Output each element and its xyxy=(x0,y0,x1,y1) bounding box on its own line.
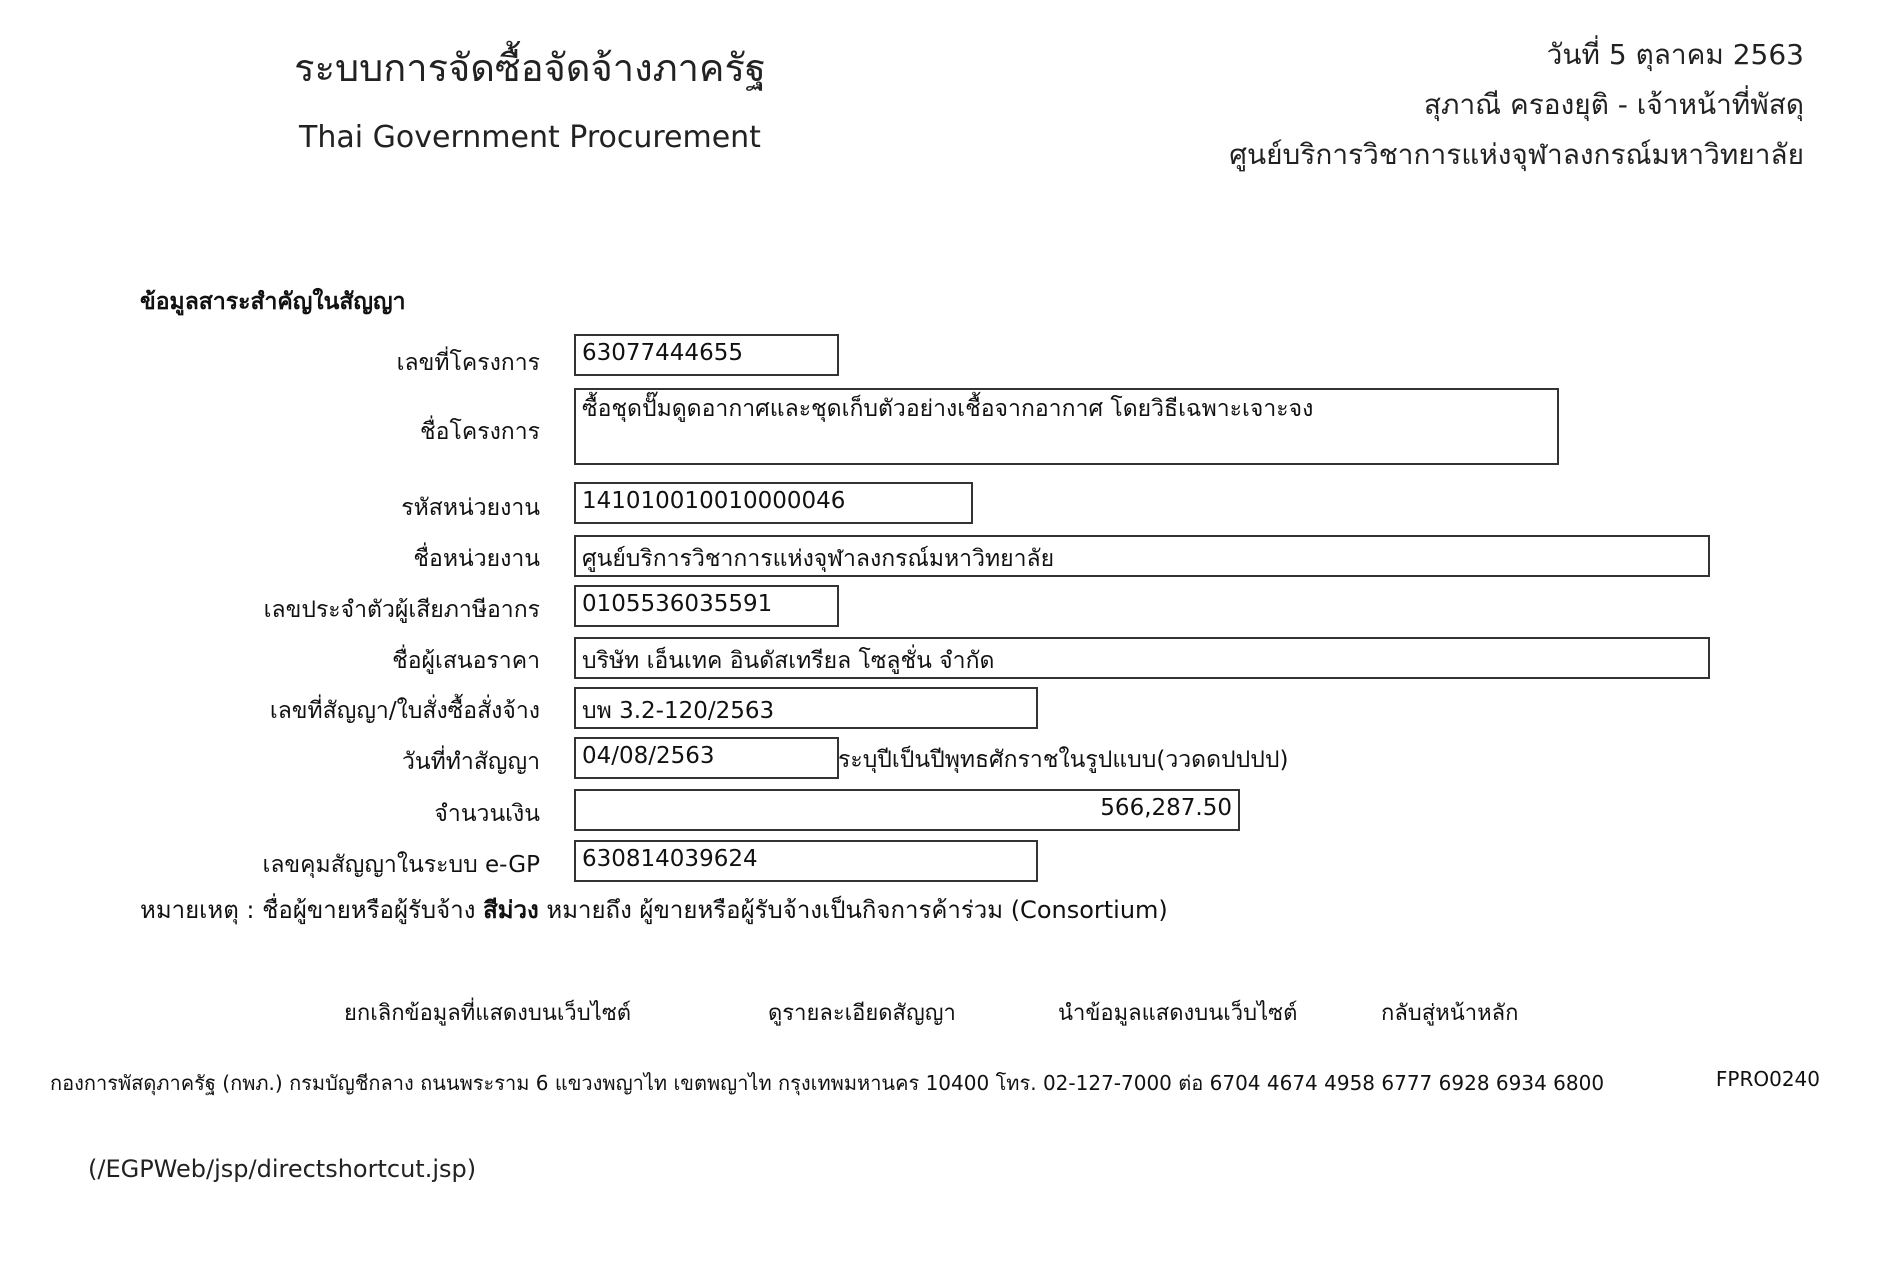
current-date: วันที่ 5 ตุลาคม 2563 xyxy=(1546,38,1804,71)
project-no-field[interactable]: 63077444655 xyxy=(574,334,839,376)
tax-id-label: เลขประจำตัวผู้เสียภาษีอากร xyxy=(263,597,540,623)
agency-code-label: รหัสหน่วยงาน xyxy=(401,495,540,521)
view-contract-detail-link[interactable]: ดูรายละเอียดสัญญา xyxy=(768,1001,956,1026)
user-name: สุภาณี ครองยุติ - เจ้าหน้าที่พัสดุ xyxy=(1423,88,1804,121)
tax-id-field[interactable]: 0105536035591 xyxy=(574,585,839,627)
system-title-th: ระบบการจัดซื้อจัดจ้างภาครัฐ xyxy=(294,46,766,90)
contract-date-label: วันที่ทำสัญญา xyxy=(401,749,540,775)
note-prefix: หมายเหตุ : ชื่อผู้ขายหรือผู้รับจ้าง xyxy=(140,896,476,924)
amount-field[interactable]: 566,287.50 xyxy=(574,789,1240,831)
footer-contact: กองการพัสดุภาครัฐ (กพภ.) กรมบัญชีกลาง ถนนพระราม 6 แขวงพญาไท เขตพญาไท กรุงเทพมหานคร 10400 โทร. 02-127-7000 ต่อ 6704 4674 4958 6777 6928 6934 6800 xyxy=(50,1071,1605,1095)
contract-date-field[interactable]: 04/08/2563 xyxy=(574,737,839,779)
page-url: (/EGPWeb/jsp/directshortcut.jsp) xyxy=(88,1155,477,1183)
user-department: ศูนย์บริการวิชาการแห่งจุฬาลงกรณ์มหาวิทยาลัย xyxy=(1229,138,1804,171)
footer xyxy=(50,1067,1820,1099)
egp-control-no-label: เลขคุมสัญญาในระบบ e-GP xyxy=(262,852,540,878)
note-suffix: หมายถึง ผู้ขายหรือผู้รับจ้างเป็นกิจการค้าร่วม (Consortium) xyxy=(546,896,1168,924)
agency-code-field[interactable]: 141010010010000046 xyxy=(574,482,973,524)
back-to-home-link[interactable]: กลับสู่หน้าหลัก xyxy=(1381,1001,1519,1026)
user-info xyxy=(1229,30,1804,180)
egp-control-no-field[interactable]: 630814039624 xyxy=(574,840,1038,882)
system-title-en: Thai Government Procurement xyxy=(299,120,761,155)
consortium-note xyxy=(140,890,1168,929)
amount-label: จำนวนเงิน xyxy=(434,801,540,827)
system-header xyxy=(270,38,790,155)
contract-no-field[interactable]: บพ 3.2-120/2563 xyxy=(574,687,1038,729)
project-name-label: ชื่อโครงการ xyxy=(420,419,540,445)
bidder-name-label: ชื่อผู้เสนอราคา xyxy=(392,648,540,674)
project-no-label: เลขที่โครงการ xyxy=(396,350,540,376)
project-name-field[interactable]: ซื้อชุดปั๊มดูดอากาศและชุดเก็บตัวอย่างเชื้อจากอากาศ โดยวิธีเฉพาะเจาะจง xyxy=(574,388,1559,465)
page-code: FPRO0240 xyxy=(1715,1067,1820,1091)
publish-to-website-link[interactable]: นำข้อมูลแสดงบนเว็บไซต์ xyxy=(1058,1001,1298,1026)
section-title: ข้อมูลสาระสำคัญในสัญญา xyxy=(140,289,406,315)
contract-date-format-hint: ระบุปีเป็นปีพุทธศักราชในรูปแบบ(ววดดปปปป) xyxy=(838,747,1289,773)
note-color-word: สีม่วง xyxy=(483,896,539,924)
agency-name-label: ชื่อหน่วยงาน xyxy=(413,546,540,572)
agency-name-field[interactable]: ศูนย์บริการวิชาการแห่งจุฬาลงกรณ์มหาวิทยาลัย xyxy=(574,535,1710,577)
contract-no-label: เลขที่สัญญา/ใบสั่งซื้อสั่งจ้าง xyxy=(269,698,540,724)
cancel-display-link[interactable]: ยกเลิกข้อมูลที่แสดงบนเว็บไซต์ xyxy=(344,1001,632,1026)
bidder-name-field[interactable]: บริษัท เอ็นเทค อินดัสเทรียล โซลูชั่น จำกัด xyxy=(574,637,1710,679)
